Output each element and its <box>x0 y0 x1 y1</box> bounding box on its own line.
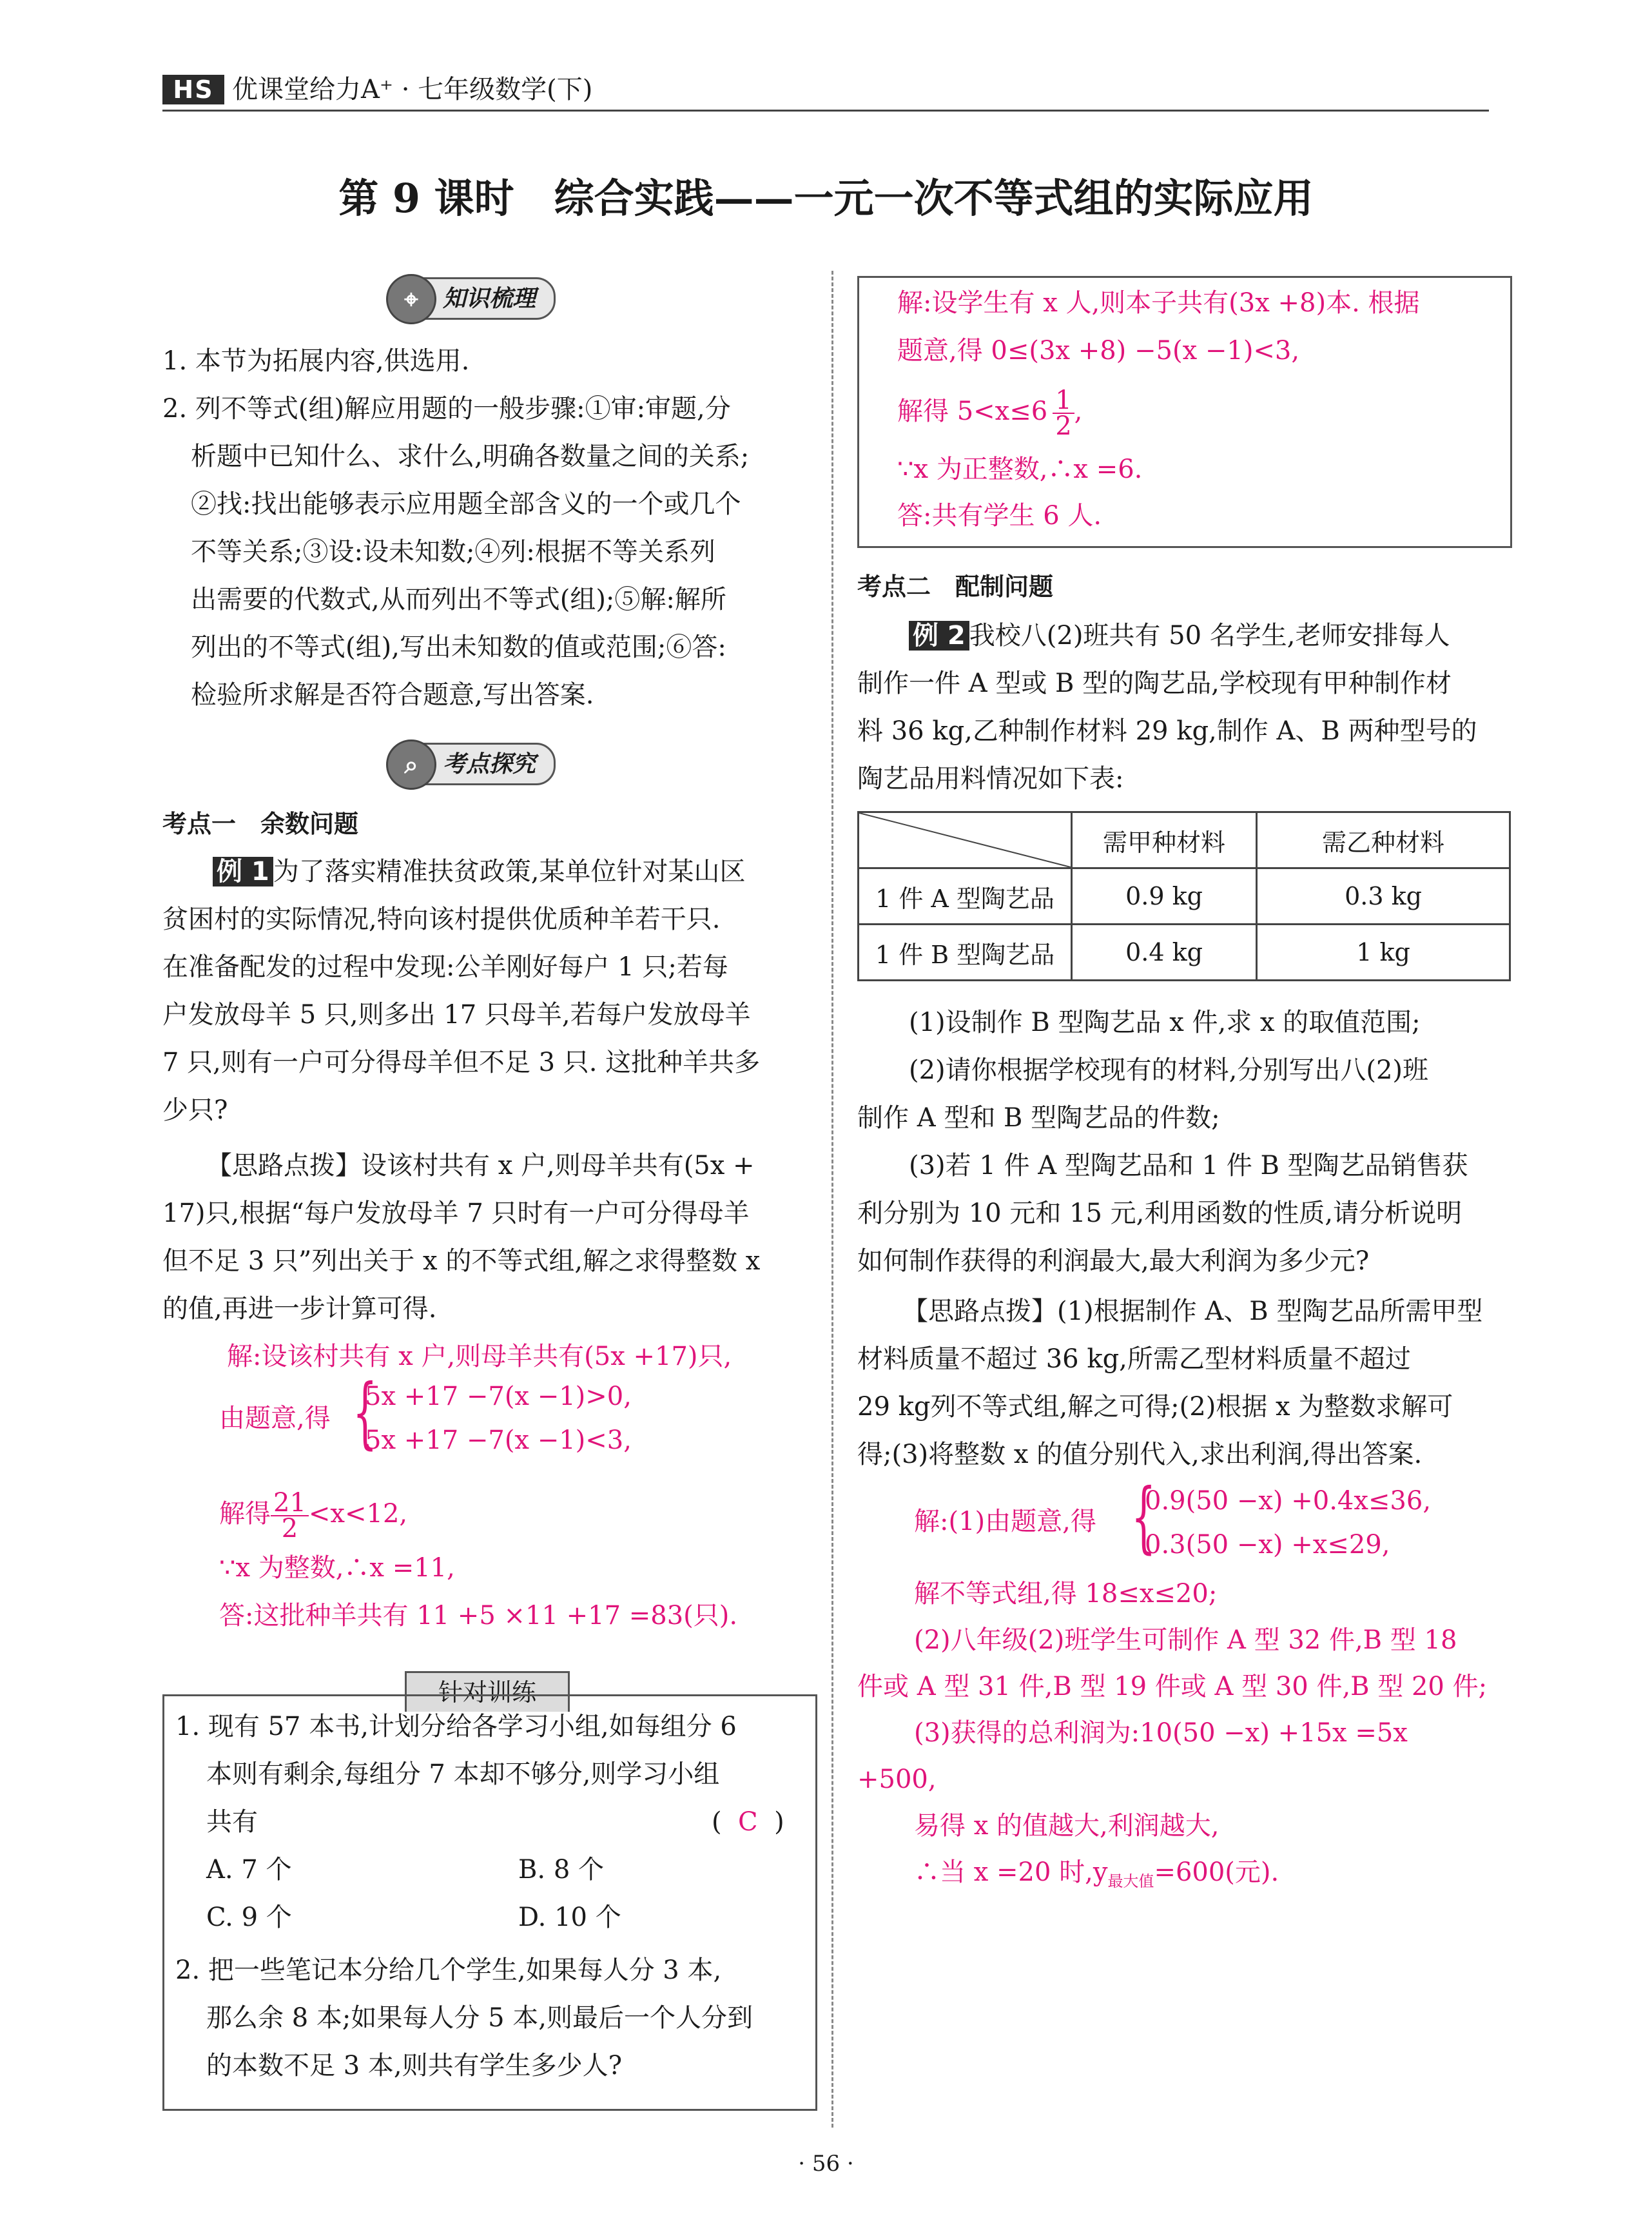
table-header-cell: 需乙种材料 <box>1257 812 1510 868</box>
training-q1-line: 1. 现有 57 本书,计划分给各学习小组,如每组分 6 <box>175 1712 737 1741</box>
solve-prefix: 解得 5<x≤6 <box>897 397 1048 426</box>
answer-bracket-open: ( <box>712 1807 722 1837</box>
example2-question-line: (2)请你根据学校现有的材料,分别写出八(2)班 <box>909 1055 1429 1085</box>
example1-problem-line: 贫困村的实际情况,特向该村提供优质种羊若干只. <box>162 905 721 934</box>
example2-text: 我校八(2)班共有 50 名学生,老师安排每人 <box>969 621 1450 651</box>
example1-hint-line: 但不足 3 只”列出关于 x 的不等式组,解之求得整数 x <box>162 1246 761 1276</box>
example2-question-line: (3)若 1 件 A 型陶艺品和 1 件 B 型陶艺品销售获 <box>909 1151 1468 1180</box>
training-solve-line <box>897 380 1082 442</box>
example2-solution-line: 件或 A 型 31 件,B 型 19 件或 A 型 30 件,B 型 20 件; <box>857 1672 1488 1701</box>
example2-problem-line: 制作一件 A 型或 B 型的陶艺品,学校现有甲种制作材 <box>857 669 1452 698</box>
knowledge-line: 2. 列不等式(组)解应用题的一般步骤:①审:审题,分 <box>162 394 731 424</box>
example2-label: 例 2 <box>909 621 969 651</box>
location-pin-icon: ⌖ <box>386 274 436 324</box>
topic1-heading: 考点一 余数问题 <box>162 810 359 838</box>
final-suffix: =600(元). <box>1154 1857 1279 1887</box>
option-b: B. 8 个 <box>518 1855 604 1885</box>
example2-system-eq1: 0.9(50 −x) +0.4x≤36, <box>1145 1486 1432 1516</box>
example1-problem-line: 户发放母羊 5 只,则多出 17 只母羊,若每户发放母羊 <box>162 1000 751 1030</box>
example1-hint-line: 【思路点拨】设该村共有 x 户,则母羊共有(5x + <box>206 1151 755 1180</box>
explore-badge <box>387 743 556 785</box>
option-a: A. 7 个 <box>206 1855 292 1885</box>
example2-solution-line: 易得 x 的值越大,利润越大, <box>914 1811 1220 1841</box>
example2-question-line: (1)设制作 B 型陶艺品 x 件,求 x 的取值范围; <box>909 1008 1421 1037</box>
example2-system-eq2: 0.3(50 −x) +x≤29, <box>1145 1530 1390 1560</box>
example2-solution-line: (3)获得的总利润为:10(50 −x) +15x =5x <box>914 1718 1408 1748</box>
system-brace: { <box>1131 1473 1156 1562</box>
knowledge-line: 出需要的代数式,从而列出不等式(组);⑤解:解所 <box>191 585 726 614</box>
fraction-numerator: 21 <box>271 1491 309 1516</box>
example2-solution-line: 解不等式组,得 18≤x≤20; <box>914 1579 1218 1609</box>
fraction-numerator: 1 <box>1053 388 1074 414</box>
example1-label: 例 1 <box>213 857 273 886</box>
knowledge-line: 析题中已知什么、求什么,明确各数量之间的关系; <box>191 442 750 471</box>
example2-system-prefix: 解:(1)由题意,得 <box>914 1507 1096 1536</box>
solve-prefix: 解得 <box>219 1499 271 1529</box>
option-d: D. 10 个 <box>518 1903 621 1932</box>
option-c: C. 9 个 <box>206 1903 292 1932</box>
table-cell: 1 件 B 型陶艺品 <box>859 925 1072 981</box>
table-row <box>859 868 1510 925</box>
example1-problem-line <box>213 856 745 887</box>
example2-problem-line: 陶艺品用料情况如下表: <box>857 764 1124 794</box>
example1-problem-line: 在准备配发的过程中发现:公羊刚好每户 1 只;若每 <box>162 952 728 982</box>
example2-hint-line: 29 kg列不等式组,解之可得;(2)根据 x 为整数求解可 <box>857 1392 1453 1422</box>
training-q2-line: 的本数不足 3 本,则共有学生多少人? <box>206 2051 623 2081</box>
example1-hint-line: 的值,再进一步计算可得. <box>162 1294 437 1324</box>
example2-final-line <box>914 1857 1279 1897</box>
example1-problem-line: 7 只,则有一户可分得母羊但不足 3 只. 这批种羊共多 <box>162 1048 761 1077</box>
table-cell: 0.4 kg <box>1072 925 1257 981</box>
explore-badge-label: 考点探究 <box>443 750 536 778</box>
final-prefix: ∴当 x =20 时,y <box>914 1857 1108 1887</box>
example1-system-eq1: 5x +17 −7(x −1)>0, <box>365 1382 632 1411</box>
example1-system-prefix: 由题意,得 <box>219 1404 331 1433</box>
knowledge-badge-label: 知识梳理 <box>443 285 536 312</box>
fraction-21-2 <box>271 1488 309 1543</box>
topic2-heading: 考点二 配制问题 <box>857 573 1054 601</box>
knowledge-line: ②找:找出能够表示应用题全部含义的一个或几个 <box>191 489 741 519</box>
knowledge-line: 列出的不等式(组),写出未知数的值或范围;⑥答: <box>191 632 726 662</box>
training-tab: 针对训练 <box>405 1671 570 1712</box>
knowledge-badge <box>387 277 556 320</box>
training-q1-answer <box>712 1807 784 1837</box>
training-q1-line: 共有 <box>206 1807 258 1837</box>
example2-problem-line: 料 36 kg,乙种制作材料 29 kg,制作 A、B 两种型号的 <box>857 716 1477 746</box>
diagonal-line <box>859 813 1071 867</box>
material-table <box>857 811 1511 981</box>
knowledge-line: 检验所求解是否符合题意,写出答案. <box>191 680 594 710</box>
example2-solution-line: (2)八年级(2)班学生可制作 A 型 32 件,B 型 18 <box>914 1625 1457 1655</box>
training-solution-line: ∵x 为正整数,∴x =6. <box>897 455 1143 484</box>
training-solution-line: 题意,得 0≤(3x +8) −5(x −1)<3, <box>897 336 1300 366</box>
table-cell: 0.3 kg <box>1257 868 1510 925</box>
training-q2-line: 那么余 8 本;如果每人分 5 本,则最后一个人分到 <box>206 2003 753 2033</box>
example2-hint-line: 材料质量不超过 36 kg,所需乙型材料质量不超过 <box>857 1344 1411 1374</box>
training-q1-line: 本则有剩余,每组分 7 本却不够分,则学习小组 <box>206 1759 720 1789</box>
table-header-cell: 需甲种材料 <box>1072 812 1257 868</box>
table-corner-cell <box>859 812 1072 868</box>
final-subscript: 最大值 <box>1107 1872 1154 1890</box>
lesson-title: 第 9 课时 综合实践——一元一次不等式组的实际应用 <box>338 175 1314 222</box>
example2-hint-line: 得;(3)将整数 x 的值分别代入,求出利润,得出答案. <box>857 1440 1423 1469</box>
example1-system-eq2: 5x +17 −7(x −1)<3, <box>365 1425 632 1455</box>
answer-bracket-close: ) <box>774 1807 784 1837</box>
answer-letter: C <box>738 1807 758 1837</box>
knowledge-line: 1. 本节为拓展内容,供选用. <box>162 346 470 376</box>
example2-problem-line <box>909 620 1450 651</box>
table-cell: 1 件 A 型陶艺品 <box>859 868 1072 925</box>
table-cell: 0.9 kg <box>1072 868 1257 925</box>
example1-answer-line: 答:这批种羊共有 11 +5 ×11 +17 =83(只). <box>219 1601 738 1631</box>
solve-suffix: , <box>1074 397 1083 426</box>
fraction-denominator: 2 <box>1055 411 1072 441</box>
header-title: 优课堂给力A⁺ · 七年级数学(下) <box>232 75 593 104</box>
system-brace: { <box>353 1368 378 1458</box>
header-rule <box>162 110 1489 112</box>
training-solution-line: 解:设学生有 x 人,则本子共有(3x +8)本. 根据 <box>897 288 1420 318</box>
column-divider <box>831 271 833 2128</box>
training-answer-line: 答:共有学生 6 人. <box>897 501 1102 531</box>
example2-question-line: 如何制作获得的利润最大,最大利润为多少元? <box>857 1246 1370 1276</box>
fraction-1-2 <box>1053 386 1074 441</box>
example2-question-line: 利分别为 10 元和 15 元,利用函数的性质,请分析说明 <box>857 1199 1463 1228</box>
example1-solution-line: ∵x 为整数,∴x =11, <box>219 1553 455 1583</box>
example2-question-line: 制作 A 型和 B 型陶艺品的件数; <box>857 1103 1220 1133</box>
example2-hint-line: 【思路点拨】(1)根据制作 A、B 型陶艺品所需甲型 <box>902 1297 1483 1326</box>
magnifier-icon: ⌕ <box>386 739 436 790</box>
table-row <box>859 925 1510 981</box>
example1-hint-line: 17)只,根据“每户发放母羊 7 只时有一户可分得母羊 <box>162 1199 750 1228</box>
table-header-row <box>859 812 1510 868</box>
training-q2-line: 2. 把一些笔记本分给几个学生,如果每人分 3 本, <box>175 1955 722 1985</box>
example1-problem-line: 少只? <box>162 1095 228 1125</box>
example2-solution-line: +500, <box>857 1765 937 1794</box>
table-cell: 1 kg <box>1257 925 1510 981</box>
solve-suffix: <x<12, <box>308 1499 408 1529</box>
example1-solution-line: 解:设该村共有 x 户,则母羊共有(5x +17)只, <box>227 1342 732 1371</box>
fraction-denominator: 2 <box>281 1514 298 1543</box>
example1-solve-line <box>219 1483 407 1545</box>
knowledge-line: 不等关系;③设:设未知数;④列:根据不等关系列 <box>191 537 715 567</box>
series-logo: HS <box>162 75 224 104</box>
example1-text: 为了落实精准扶贫政策,某单位针对某山区 <box>273 857 746 886</box>
page-number: · 56 · <box>798 2151 854 2177</box>
